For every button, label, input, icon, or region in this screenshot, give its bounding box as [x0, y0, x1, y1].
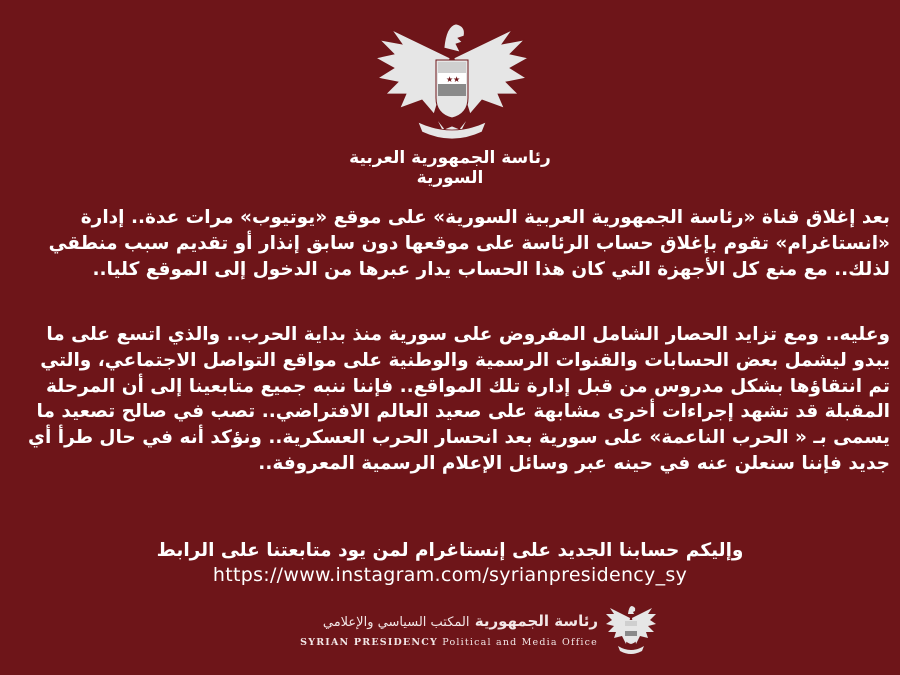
instagram-link[interactable]: https://www.instagram.com/syrianpresidency_sy: [212, 564, 688, 586]
svg-text:★: ★: [446, 75, 454, 84]
emblem-title: رئاسة الجمهورية العربية السورية: [349, 148, 551, 188]
footer-arabic-name: رئاسة الجمهورية: [474, 612, 598, 630]
footer-english-line: [262, 637, 598, 648]
statement-paragraph-2: وعليه.. ومع تزايد الحصار الشامل المفروض على سورية منذ بداية الحرب.. والذي اتسع على ما يبدو ليشمل بعض الحسابات والقنوات الرسمية والوطنية على مواقع التواصل الاجتماعي، والتي تم انتقاؤها بشكل مدروس من قبل إدارة تلك المواقع.. فإننا ننبه جميع متابعينا إلى أن المرحلة المقبلة قد تشهد إجراءات أخرى مشابهة على صعيد العالم الافتراضي.. تصب في صالح تصعيد ما يسمى بـ « الحرب الناعمة» على سورية بعد انحسار الحرب العسكرية.. ونؤكد أنه في حال طرأ أي جديد فإننا سنعلن عنه في حينه عبر وسائل الإعلام الرسمية المعروفة..: [27, 324, 890, 474]
footer-arabic-office: المكتب السياسي والإعلامي: [322, 615, 470, 630]
footer-english-office: Political and Media Office: [442, 637, 598, 648]
call-to-action-text: وإليكم حسابنا الجديد على إنستاغرام لمن يود متابعتنا على الرابط: [156, 540, 744, 561]
eagle-emblem-icon: [372, 18, 532, 146]
footer-eagle-emblem-icon: [604, 604, 658, 658]
statement-paragraph-1: بعد إغلاق قناة «رئاسة الجمهورية العربية السورية» على موقع «يوتيوب» مرات عدة.. إدارة «انستاغرام» تقوم بإغلاق حساب الرئاسة على موقعها دون سابق إنذار أو تقديم سبب منطقي لذلك.. مع منع كل الأجهزة التي كان هذا الحساب يدار عبرها من الدخول إلى الموقع كليا..: [48, 207, 890, 280]
footer-english-name: SYRIAN PRESIDENCY: [300, 637, 439, 648]
svg-text:★: ★: [453, 75, 461, 84]
footer-arabic-line: [262, 612, 598, 630]
